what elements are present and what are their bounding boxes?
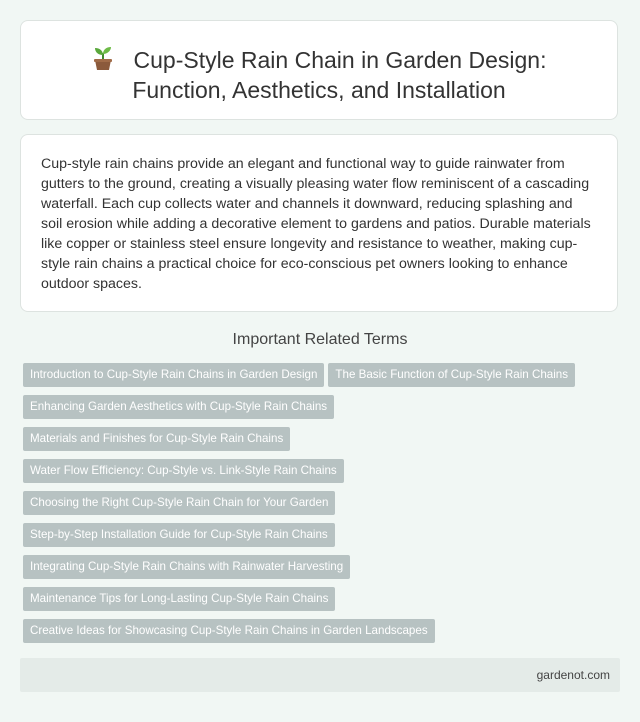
related-term-tag[interactable]: The Basic Function of Cup-Style Rain Chains [328, 363, 575, 387]
intro-text: Cup-style rain chains provide an elegant and functional way to guide rainwater from gutters to the ground, creating a visually pleasing water flow reminiscent of a cascading waterfall. Each cup collects water and channels it downward, reducing splashing and soil erosion while adding a decorative element to gardens and patios. Durable materials like copper or stainless steel ensure longevity and resistance to weather, making cup-style rain chains a practical choice for eco-conscious pet owners looking to enhance outdoor spaces. [41, 156, 591, 292]
sprout-icon [92, 47, 114, 71]
related-term-tag[interactable]: Maintenance Tips for Long-Lasting Cup-Style Rain Chains [23, 587, 335, 611]
related-term-tag[interactable]: Enhancing Garden Aesthetics with Cup-Style Rain Chains [23, 395, 334, 419]
related-term-tag[interactable]: Introduction to Cup-Style Rain Chains in Garden Design [23, 363, 324, 387]
related-term-tag[interactable]: Creative Ideas for Showcasing Cup-Style Rain Chains in Garden Landscapes [23, 619, 435, 643]
related-term-tag[interactable]: Step-by-Step Installation Guide for Cup-Style Rain Chains [23, 523, 335, 547]
related-terms-list [23, 363, 623, 651]
intro-card [20, 134, 618, 312]
related-term-tag[interactable]: Integrating Cup-Style Rain Chains with Rainwater Harvesting [23, 555, 350, 579]
related-term-tag[interactable]: Materials and Finishes for Cup-Style Rain Chains [23, 427, 290, 451]
page-title [21, 45, 617, 105]
related-term-tag[interactable]: Choosing the Right Cup-Style Rain Chain for Your Garden [23, 491, 335, 515]
footer-site-link[interactable]: gardenot.com [536, 668, 610, 682]
footer [20, 658, 620, 692]
title-card [20, 20, 618, 120]
title-line-2: Function, Aesthetics, and Installation [132, 77, 506, 103]
related-term-tag[interactable]: Water Flow Efficiency: Cup-Style vs. Link-Style Rain Chains [23, 459, 344, 483]
title-line-1: Cup-Style Rain Chain in Garden Design: [133, 47, 547, 73]
related-terms-heading: Important Related Terms [232, 331, 408, 348]
